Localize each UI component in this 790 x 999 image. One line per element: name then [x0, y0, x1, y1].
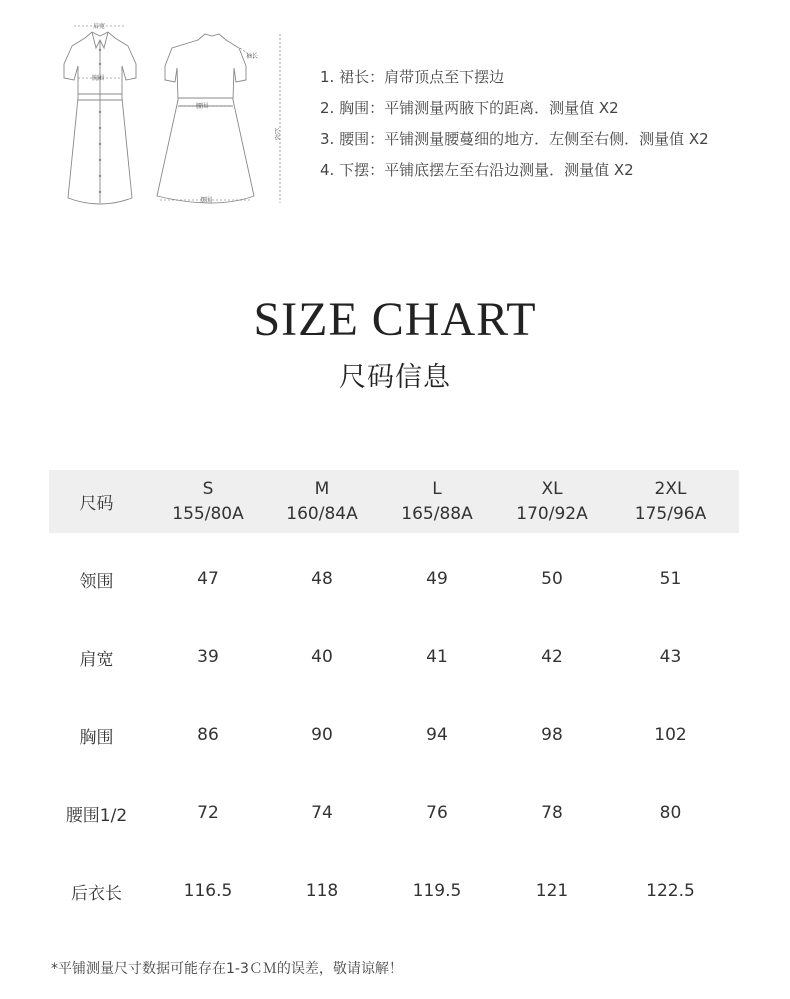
- note-item: 1. 裙长：肩带顶点至下摆边: [320, 68, 505, 86]
- table-cell: 102: [654, 725, 687, 745]
- size-name: XL: [541, 478, 563, 499]
- table-cell: 78: [541, 803, 563, 823]
- size-header-s: [144, 477, 272, 527]
- chest-label: 胸围: [92, 75, 105, 82]
- measurement-disclaimer: *平铺测量尺寸数据可能存在1-3ＣＭ的误差，敬请谅解！: [51, 961, 403, 977]
- size-name: 2XL: [654, 478, 687, 499]
- note-item: 3. 腰围：平铺测量腰蔓细的地方．左侧至右侧．测量值 X2: [320, 130, 709, 148]
- note-item: 4. 下摆：平铺底摆左至右沿边测量．测量值 X2: [320, 161, 634, 179]
- table-cell: 86: [197, 725, 219, 745]
- waist-label: 腰围: [196, 103, 209, 110]
- shoulder-label: 肩宽: [93, 23, 106, 30]
- table-cell: 121: [535, 881, 569, 901]
- size-header-m: [272, 477, 372, 527]
- row-label: 后衣长: [71, 883, 122, 904]
- table-cell: 98: [541, 725, 563, 745]
- size-chart-subtitle: 尺码信息: [339, 362, 451, 393]
- size-name: M: [314, 478, 330, 499]
- table-cell: 43: [659, 647, 682, 667]
- size-table: [49, 470, 739, 930]
- measurement-notes: [320, 66, 709, 190]
- table-cell: 94: [426, 725, 448, 745]
- table-cell: 122.5: [646, 881, 695, 901]
- size-name: S: [202, 478, 214, 499]
- table-row: [49, 852, 739, 930]
- size-name: L: [432, 478, 442, 499]
- size-spec: 160/84A: [286, 503, 358, 524]
- length-label: 长衣: [272, 128, 280, 140]
- row-label: 腰围1/2: [65, 805, 128, 826]
- table-cell: 118: [305, 881, 339, 901]
- table-cell: 72: [197, 803, 219, 823]
- table-corner-label: 尺码: [79, 494, 114, 514]
- row-label: 胸围: [79, 727, 114, 748]
- table-cell: 50: [541, 569, 563, 589]
- table-body: [49, 540, 739, 930]
- hem-label: 摆围: [200, 197, 213, 204]
- table-cell: 40: [311, 647, 333, 667]
- note-item: 2. 胸围：平铺测量两腋下的距离．测量值 X2: [320, 99, 619, 117]
- table-cell: 119.5: [412, 881, 462, 901]
- table-cell: 74: [311, 803, 333, 823]
- table-row: [49, 540, 739, 618]
- table-cell: 42: [541, 647, 563, 667]
- table-cell: 47: [197, 569, 219, 589]
- table-cell: 51: [659, 569, 682, 589]
- table-header-row: [49, 470, 739, 533]
- table-cell: 41: [426, 647, 448, 667]
- table-cell: 39: [197, 647, 219, 667]
- sleeve-label: 袖长: [246, 53, 259, 60]
- table-cell: 48: [311, 569, 333, 589]
- table-cell: 49: [426, 569, 448, 589]
- table-cell: 116.5: [183, 881, 233, 901]
- table-row: [49, 774, 739, 852]
- table-cell: 80: [659, 803, 682, 823]
- size-header-l: [372, 477, 502, 527]
- size-spec: 155/80A: [172, 503, 244, 524]
- size-header-xl: [502, 477, 602, 527]
- table-cell: 90: [311, 725, 333, 745]
- row-label: 肩宽: [79, 649, 114, 670]
- size-header-2xl: [602, 477, 739, 527]
- size-spec: 170/92A: [516, 503, 588, 524]
- size-spec: 175/96A: [634, 503, 707, 524]
- row-label: 领围: [79, 571, 114, 592]
- table-row: [49, 696, 739, 774]
- table-cell: 76: [426, 803, 448, 823]
- table-row: [49, 618, 739, 696]
- size-spec: 165/88A: [401, 503, 473, 524]
- size-chart-title: SIZE CHART: [253, 293, 537, 346]
- dress-measurement-illustration: [40, 18, 295, 218]
